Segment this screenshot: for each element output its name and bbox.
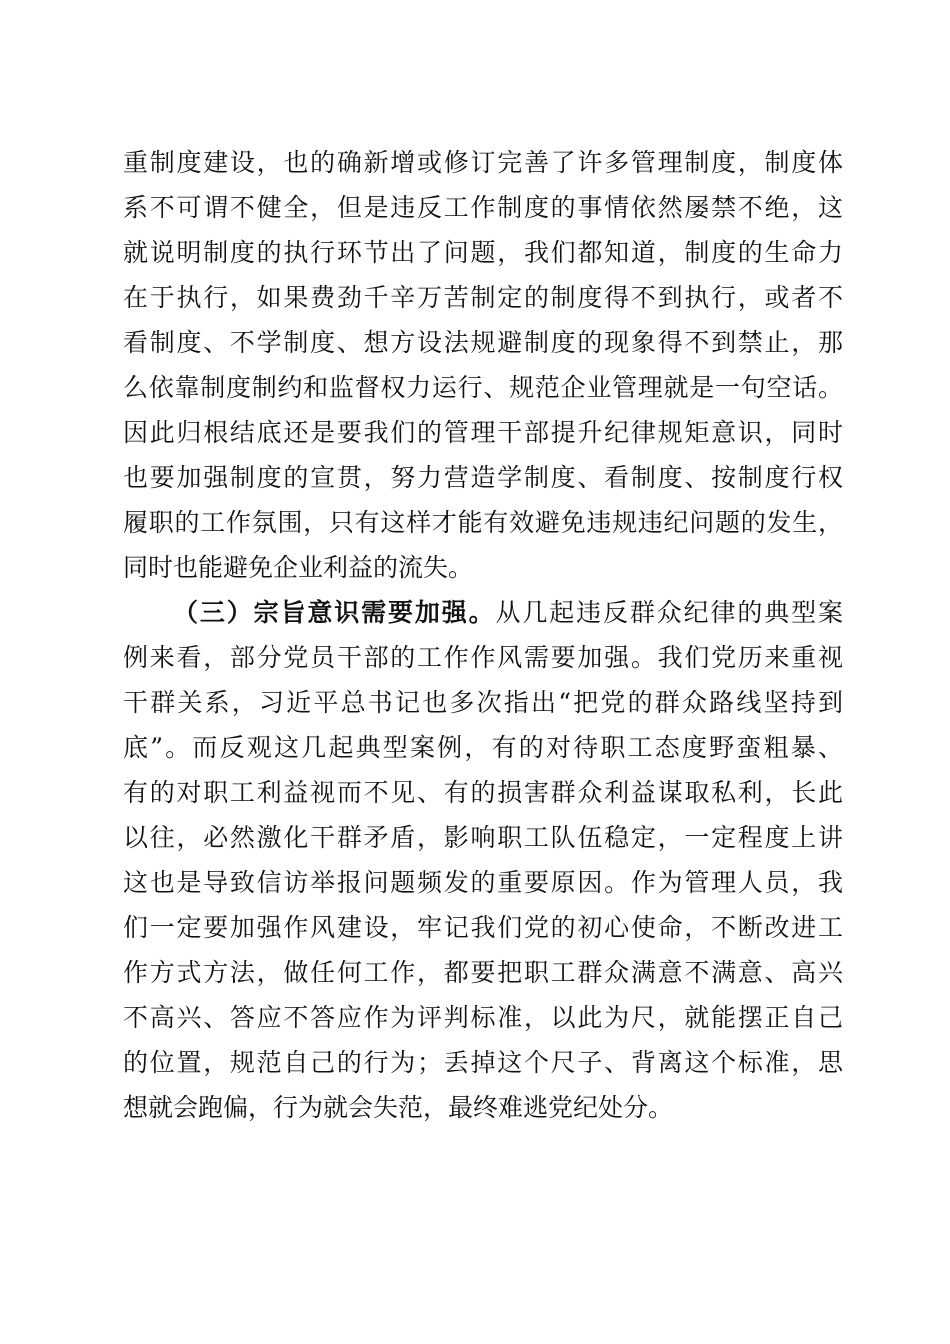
text-line: 例来看，部分党员干部的工作作风需要加强。我们党历来重视	[123, 643, 843, 672]
text-line: 系不可谓不健全，但是违反工作制度的事情依然屡禁不绝，这	[123, 193, 843, 222]
section-heading-rest: 从几起违反群众纪律的典型案	[495, 598, 843, 627]
text-line: 么依靠制度制约和监督权力运行、规范企业管理就是一句空话。	[123, 373, 843, 402]
text-line: 有的对职工利益视而不见、有的损害群众利益谋取私利，长此	[123, 778, 843, 807]
section-heading-line	[123, 590, 843, 635]
text-line: 履职的工作氛围，只有这样才能有效避免违规违纪问题的发生，	[123, 508, 843, 537]
text-line: 看制度、不学制度、想方设法规避制度的现象得不到禁止，那	[123, 328, 843, 357]
text-line: 们一定要加强作风建设，牢记我们党的初心使命，不断改进工	[123, 913, 843, 942]
text-line: 也要加强制度的宣贯，努力营造学制度、看制度、按制度行权	[123, 463, 843, 492]
text-line: 不高兴、答应不答应作为评判标准，以此为尺，就能摆正自己	[123, 1003, 843, 1032]
text-line: 因此归根结底还是要我们的管理干部提升纪律规矩意识，同时	[123, 418, 843, 447]
text-line: 这也是导致信访举报问题频发的重要原因。作为管理人员，我	[123, 868, 843, 897]
text-line: 同时也能避免企业利益的流失。	[123, 553, 474, 582]
body-text	[123, 140, 843, 1130]
text-line: 干群关系，习近平总书记也多次指出“把党的群众路线坚持到	[123, 688, 843, 717]
text-line: 作方式方法，做任何工作，都要把职工群众满意不满意、高兴	[123, 958, 843, 987]
section-heading: （三）宗旨意识需要加强。	[173, 598, 496, 627]
text-line: 的位置，规范自己的行为；丢掉这个尺子、背离这个标准，思	[123, 1048, 843, 1077]
text-line: 以往，必然激化干群矛盾，影响职工队伍稳定，一定程度上讲	[123, 823, 843, 852]
text-line: 在于执行，如果费劲千辛万苦制定的制度得不到执行，或者不	[123, 283, 843, 312]
text-line: 底”。而反观这几起典型案例，有的对待职工态度野蛮粗暴、	[123, 733, 843, 762]
text-line: 重制度建设，也的确新增或修订完善了许多管理制度，制度体	[123, 148, 843, 177]
text-line: 想就会跑偏，行为就会失范，最终难逃党纪处分。	[123, 1093, 674, 1122]
text-line: 就说明制度的执行环节出了问题，我们都知道，制度的生命力	[123, 238, 843, 267]
